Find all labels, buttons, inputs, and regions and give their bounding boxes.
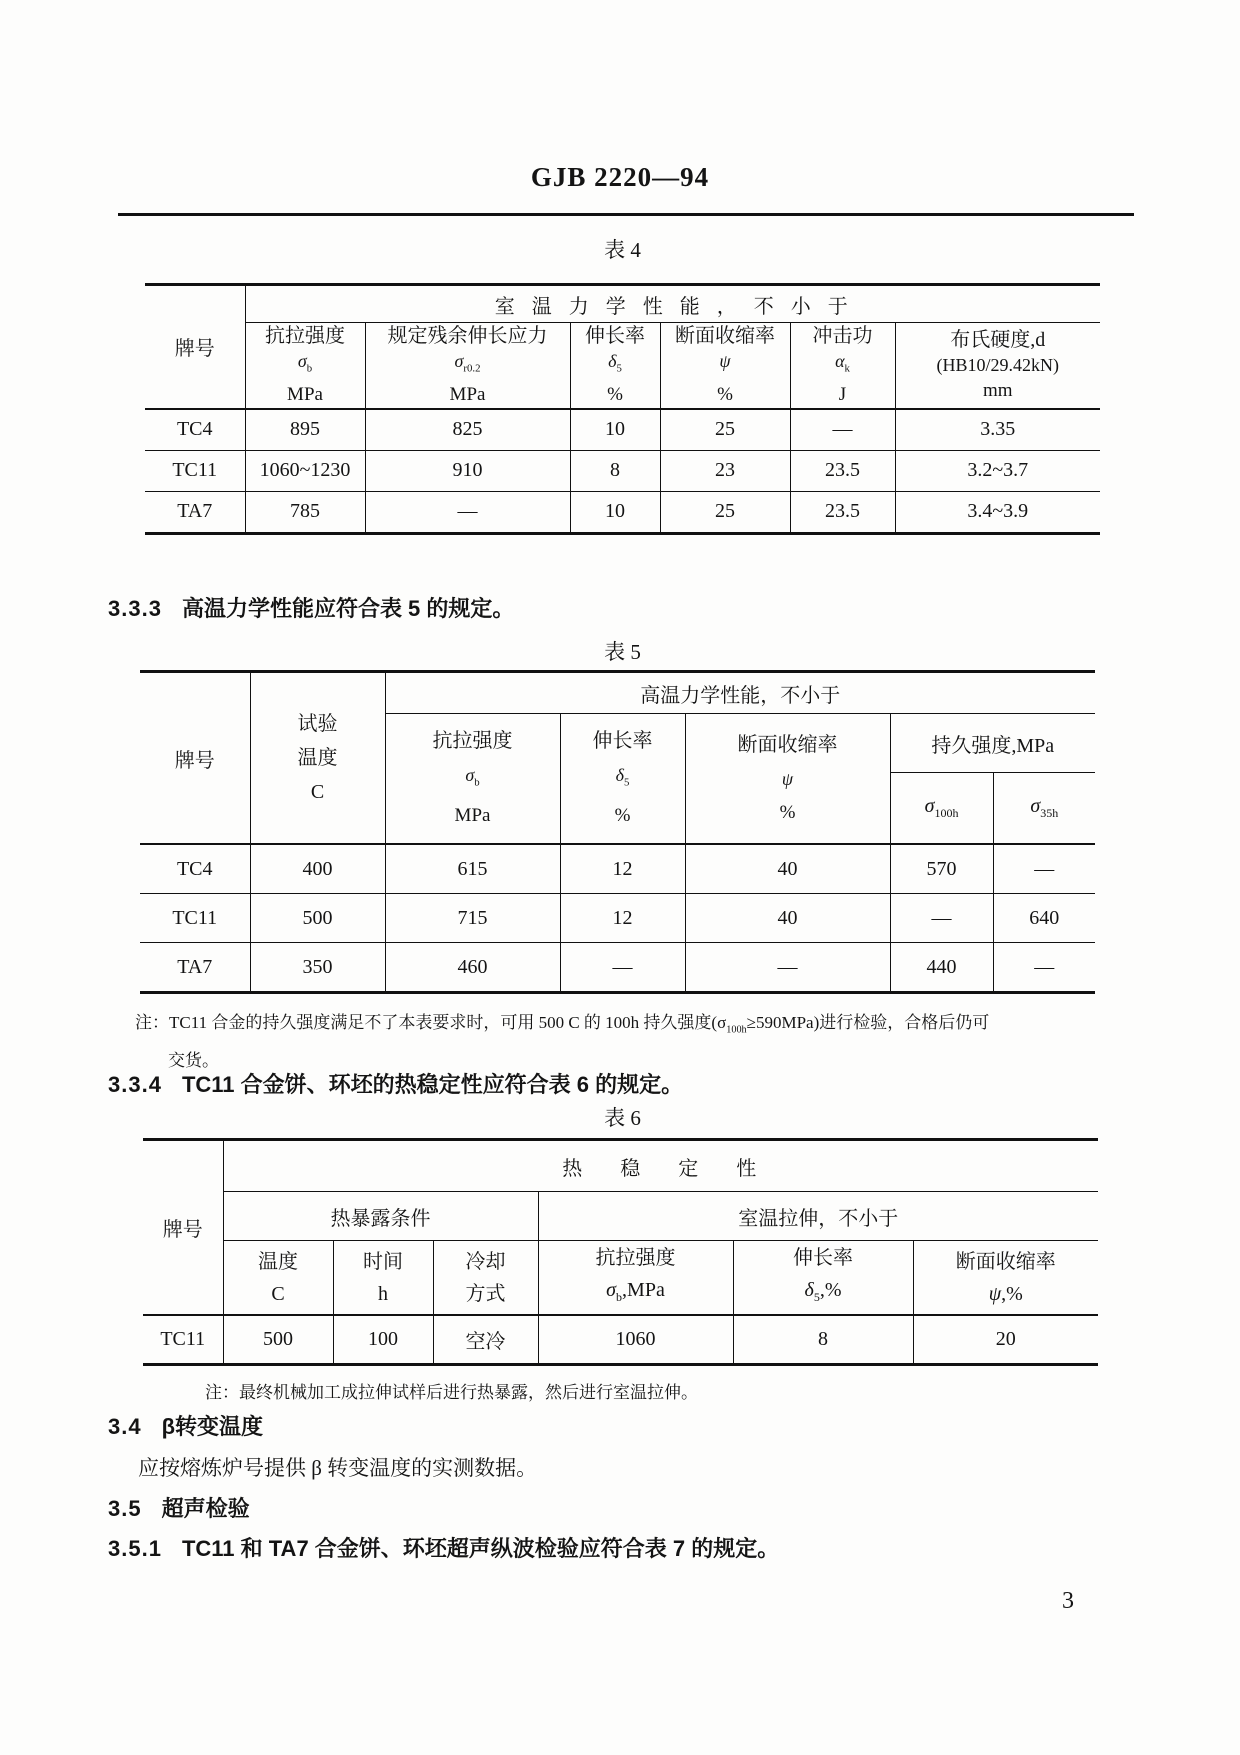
table-row — [143, 1140, 1098, 1192]
value-cell: 40 — [685, 894, 890, 943]
clause-text: 高温力学性能应符合表 5 的规定。 — [181, 596, 515, 621]
value-cell: 25 — [660, 491, 790, 533]
value-cell: 3.2~3.7 — [895, 450, 1100, 491]
value-cell: 715 — [385, 894, 560, 943]
section-heading-3-4 — [108, 1410, 263, 1441]
value-cell: 10 — [570, 491, 660, 533]
grade-cell: TA7 — [145, 491, 245, 533]
value-cell: 8 — [733, 1315, 913, 1365]
table-row — [140, 672, 1095, 714]
section-heading-3-5-1 — [108, 1532, 779, 1563]
header-divider — [118, 213, 1134, 216]
table-row — [143, 1192, 1098, 1241]
value-cell: 25 — [660, 409, 790, 451]
value-cell: 615 — [385, 844, 560, 894]
section-heading-3-3-4 — [108, 1068, 683, 1099]
col-header-test-temp: 试验 温度 C — [250, 672, 385, 845]
value-cell: — — [890, 894, 993, 943]
value-cell: 23 — [660, 450, 790, 491]
table6 — [143, 1138, 1098, 1366]
group-header-room-tensile: 室温拉伸，不小于 — [538, 1192, 1098, 1241]
table-row — [145, 450, 1100, 491]
value-cell: 12 — [560, 894, 685, 943]
col-header-reduction: 断面收缩率 ψ,% — [913, 1241, 1098, 1316]
table-row — [145, 323, 1100, 409]
col-header-elongation: 伸长率 $\delta_5$ % — [570, 323, 660, 409]
value-cell: — — [790, 409, 895, 451]
grade-col-header: 牌号 — [143, 1140, 223, 1316]
table-row — [140, 844, 1095, 894]
span-header-high-temp: 高温力学性能，不小于 — [385, 672, 1095, 714]
section-heading-3-5 — [108, 1492, 250, 1523]
grade-col-header: 牌号 — [145, 285, 245, 409]
value-cell: 460 — [385, 943, 560, 993]
table-row — [143, 1241, 1098, 1316]
col-header-cooling: 冷却 方式 — [433, 1241, 538, 1316]
col-header-tensile: 抗拉强度 $\sigma_b,MPa$ — [538, 1241, 733, 1316]
clause-text: TC11 合金饼、环坯的热稳定性应符合表 6 的规定。 — [181, 1072, 684, 1097]
table4-caption: 表 4 — [604, 238, 641, 262]
col-header-tensile: 抗拉强度 $\sigma_b$ MPa — [385, 714, 560, 845]
grade-cell: TA7 — [140, 943, 250, 993]
value-cell: 640 — [993, 894, 1095, 943]
value-cell: 3.35 — [895, 409, 1100, 451]
clause-title: 超声检验 — [161, 1496, 250, 1521]
grade-cell: TC11 — [145, 450, 245, 491]
table6-note: 注：最终机械加工成拉伸试样后进行热暴露，然后进行室温拉伸。 — [205, 1383, 698, 1402]
clause-number: 3.5 — [108, 1496, 142, 1521]
table-row — [145, 491, 1100, 533]
value-cell: 1060~1230 — [245, 450, 365, 491]
clause-number: 3.4 — [108, 1414, 142, 1439]
value-cell: — — [560, 943, 685, 993]
value-cell: 20 — [913, 1315, 1098, 1365]
col-header-temp: 温度 C — [223, 1241, 333, 1316]
value-cell: — — [685, 943, 890, 993]
table5 — [140, 670, 1095, 994]
col-header-tensile: 抗拉强度 $\sigma_b$ MPa — [245, 323, 365, 409]
value-cell: 400 — [250, 844, 385, 894]
table-row — [143, 1315, 1098, 1365]
table-row — [140, 894, 1095, 943]
value-cell: 785 — [245, 491, 365, 533]
value-cell: 40 — [685, 844, 890, 894]
grade-cell: TC4 — [145, 409, 245, 451]
value-cell: 500 — [250, 894, 385, 943]
table4 — [145, 283, 1100, 535]
col-header-rupture-strength: 持久强度,MPa — [890, 714, 1095, 773]
clause-number: 3.3.4 — [108, 1072, 162, 1097]
section-heading-3-3-3 — [108, 592, 514, 623]
table-row — [140, 943, 1095, 993]
group-header-exposure: 热暴露条件 — [223, 1192, 538, 1241]
col-header-hardness: 布氏硬度,d (HB10/29.42kN) mm — [895, 323, 1100, 409]
col-header-impact: 冲击功 $\alpha_k$ J — [790, 323, 895, 409]
value-cell: — — [365, 491, 570, 533]
value-cell: 1060 — [538, 1315, 733, 1365]
value-cell: 910 — [365, 450, 570, 491]
table5-note-line2: 交货。 — [168, 1051, 219, 1070]
value-cell: 100 — [333, 1315, 433, 1365]
value-cell: 570 — [890, 844, 993, 894]
table5-caption: 表 5 — [604, 640, 641, 664]
value-cell: 8 — [570, 450, 660, 491]
col-header-residual-stress: 规定残余伸长应力 $\sigma_{r0.2}$ MPa — [365, 323, 570, 409]
grade-cell: TC4 — [140, 844, 250, 894]
value-cell: 350 — [250, 943, 385, 993]
col-header-sigma-35h: $\sigma_{35h}$ — [993, 773, 1095, 845]
value-cell: 3.4~3.9 — [895, 491, 1100, 533]
page-number: 3 — [1062, 1588, 1074, 1614]
clause-title: β转变温度 — [161, 1414, 264, 1439]
value-cell: 10 — [570, 409, 660, 451]
value-cell: 440 — [890, 943, 993, 993]
value-cell: 895 — [245, 409, 365, 451]
col-header-elongation: 伸长率 $\delta_5,\%$ — [733, 1241, 913, 1316]
value-cell: 500 — [223, 1315, 333, 1365]
col-header-reduction: 断面收缩率 ψ % — [685, 714, 890, 845]
col-header-time: 时间 h — [333, 1241, 433, 1316]
grade-cell: TC11 — [140, 894, 250, 943]
clause-number: 3.5.1 — [108, 1536, 162, 1561]
clause-text: TC11 和 TA7 合金饼、环坯超声纵波检验应符合表 7 的规定。 — [181, 1536, 780, 1561]
span-header-thermal-stability: 热稳定性 — [223, 1140, 1098, 1192]
clause-number: 3.3.3 — [108, 596, 162, 621]
col-header-sigma-100h: $\sigma_{100h}$ — [890, 773, 993, 845]
section-3-4-body: 应按熔炼炉号提供 β 转变温度的实测数据。 — [138, 1456, 538, 1480]
table-row — [145, 285, 1100, 323]
value-cell: — — [993, 844, 1095, 894]
value-cell: 空冷 — [433, 1315, 538, 1365]
value-cell: 825 — [365, 409, 570, 451]
col-header-elongation: 伸长率 $\delta_5$ % — [560, 714, 685, 845]
grade-col-header: 牌号 — [140, 672, 250, 845]
table5-note-line1: 注：TC11 合金的持久强度满足不了本表要求时，可用 500 C 的 100h 持久强度$(\sigma_{100h}\ge 590MPa)$进行检验，合格后仍可 — [135, 1013, 990, 1036]
table-row — [145, 409, 1100, 451]
value-cell: 23.5 — [790, 450, 895, 491]
value-cell: 23.5 — [790, 491, 895, 533]
page-header-title: GJB 2220—94 — [530, 162, 710, 192]
grade-cell: TC11 — [143, 1315, 223, 1365]
value-cell: 12 — [560, 844, 685, 894]
table6-caption: 表 6 — [604, 1106, 641, 1130]
col-header-reduction: 断面收缩率 ψ % — [660, 323, 790, 409]
span-header-room-temp: 室温力学性能，不小于 — [245, 285, 1100, 323]
value-cell: — — [993, 943, 1095, 993]
